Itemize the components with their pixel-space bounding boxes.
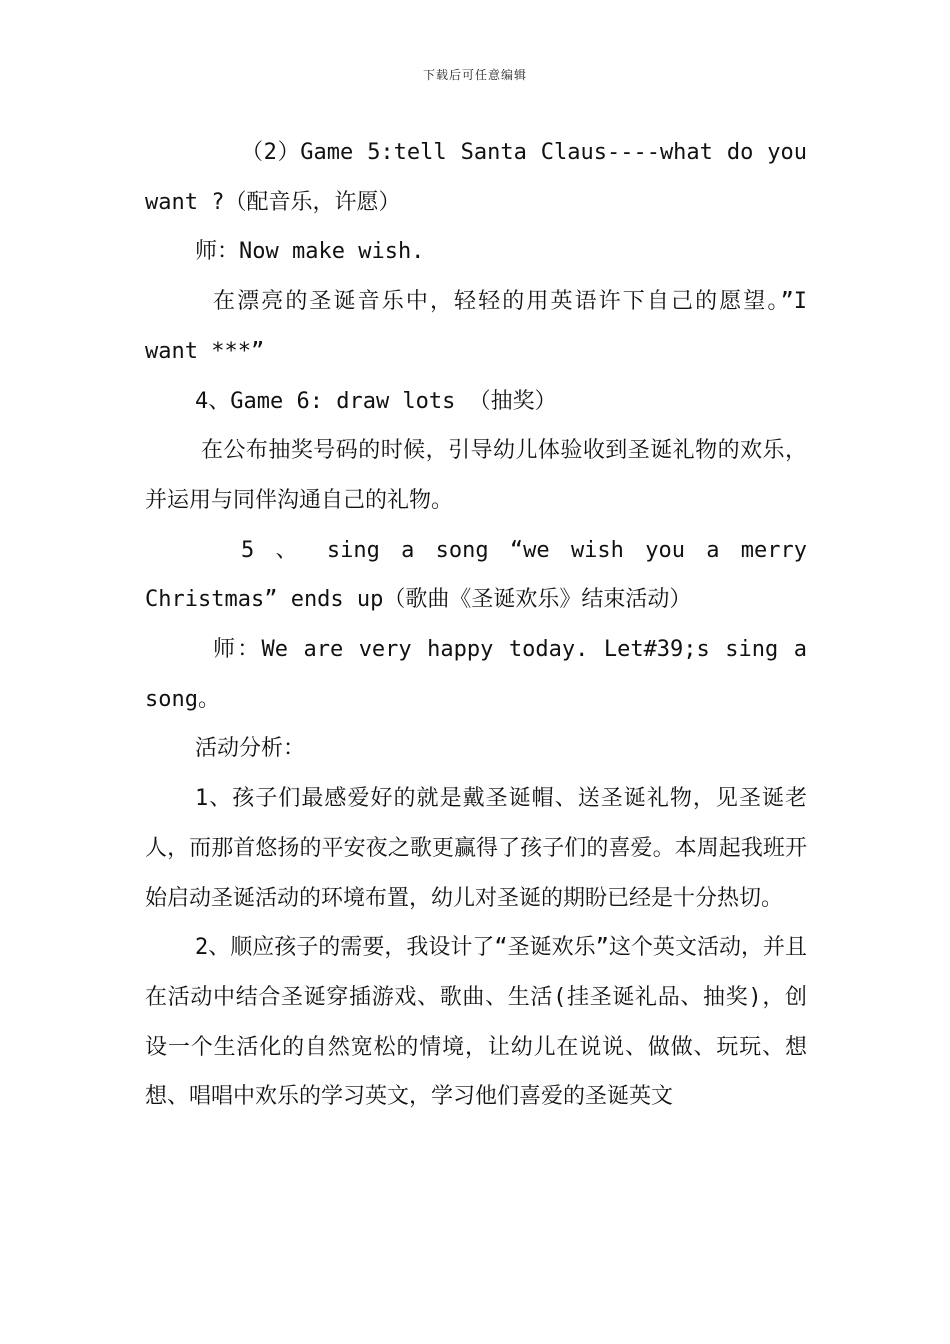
document-body	[145, 128, 807, 1122]
paragraph-analysis-2: 2、顺应孩子的需要，我设计了“圣诞欢乐”这个英文活动，并且在活动中结合圣诞穿插游戏、歌曲、生活(挂圣诞礼品、抽奖)，创设一个生活化的自然宽松的情境，让幼儿在说说、做做、玩玩、想想、唱唱中欢乐的学习英文，学习他们喜爱的圣诞英文	[145, 935, 807, 1110]
paragraph-lottery: 在公布抽奖号码的时候，引导幼儿体验收到圣诞礼物的欢乐，并运用与同伴沟通自己的礼物。	[145, 438, 807, 513]
paragraph-wish-music: 在漂亮的圣诞音乐中，轻轻的用英语许下自己的愿望。”I want ***”	[145, 289, 807, 364]
paragraph-song: 5 、 sing a song “we wish you a merry Christmas” ends up（歌曲《圣诞欢乐》结束活动）	[145, 537, 807, 613]
page-header: 下载后可任意编辑	[422, 68, 527, 82]
paragraph-game6: 4、Game 6: draw lots （抽奖）	[195, 388, 557, 414]
paragraph-teacher-wish: 师：Now make wish.	[195, 239, 425, 265]
paragraph-teacher-song: 师：We are very happy today. Let#39;s sing a song。	[145, 637, 807, 712]
paragraph-analysis-title: 活动分析：	[195, 736, 306, 762]
paragraph-game5: （2）Game 5:tell Santa Claus----what do you want ?（配音乐，许愿）	[145, 140, 807, 215]
paragraph-analysis-1: 1、孩子们最感爱好的就是戴圣诞帽、送圣诞礼物，见圣诞老人，而那首悠扬的平安夜之歌更赢得了孩子们的喜爱。本周起我班开始启动圣诞活动的环境布置，幼儿对圣诞的期盼已经是十分热切。	[145, 786, 807, 911]
